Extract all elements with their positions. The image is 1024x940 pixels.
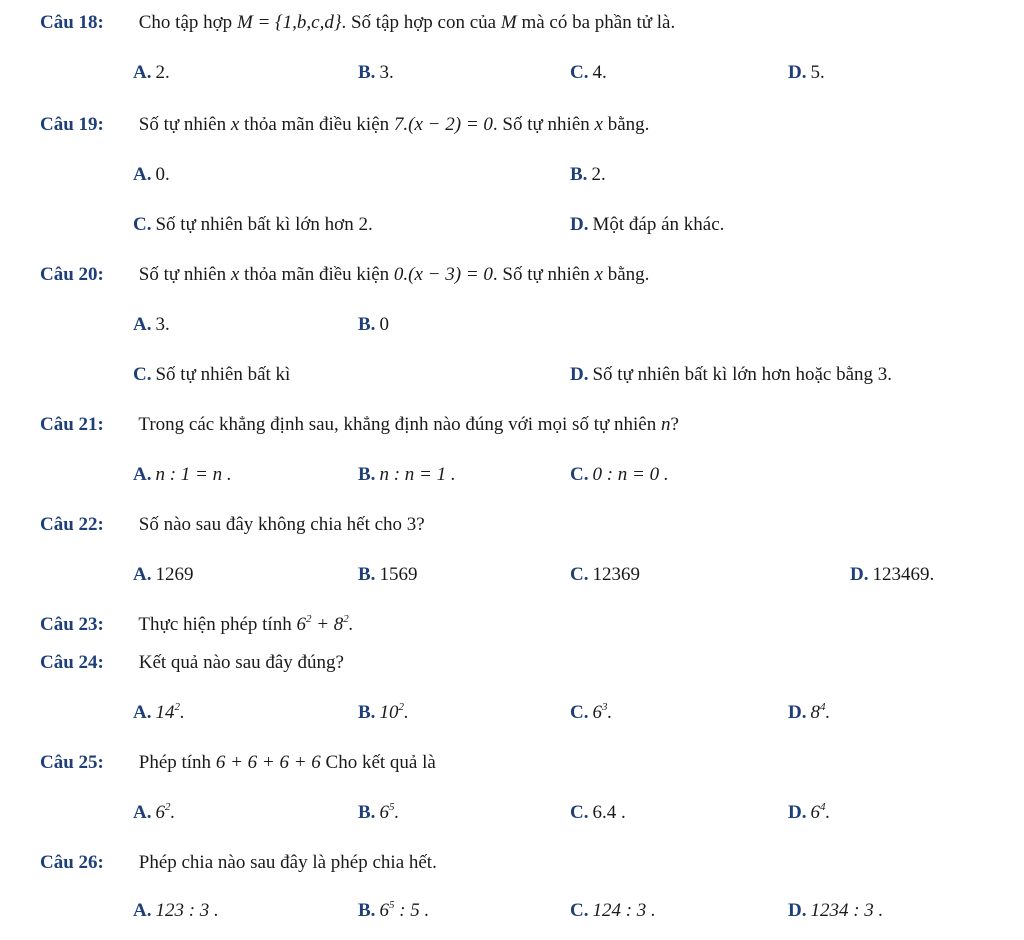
question-number: Câu 23: <box>40 614 104 635</box>
option-c[interactable]: C. Số tự nhiên bất kì lớn hơn 2. <box>133 214 373 235</box>
question-number: Câu 26: <box>40 852 104 873</box>
option-a[interactable]: A. $6^2$. <box>133 801 176 823</box>
option-d[interactable]: D. Số tự nhiên bất kì lớn hơn hoặc bằng 3. <box>570 364 893 385</box>
math-set: M = {1,b,c,d} <box>236 12 342 33</box>
option-b[interactable]: B. 1569 <box>358 564 418 585</box>
question-number: Câu 22: <box>40 514 104 535</box>
question-26: Câu 26: Phép chia nào sau đây là phép chia hết. <box>40 852 437 873</box>
option-d[interactable]: D. $6^4$. <box>788 801 831 823</box>
math-equation: 7.(x − 2) = 0 <box>393 114 493 135</box>
option-b[interactable]: B. n : n = 1 . <box>358 464 456 485</box>
math-expression: 6 + 6 + 6 + 6 <box>215 752 321 773</box>
option-b[interactable]: B. $6^5$. <box>358 801 400 823</box>
option-a[interactable]: A. n : 1 = n . <box>133 464 232 485</box>
option-c[interactable]: C. 0 : n = 0 . <box>570 464 669 485</box>
math-equation: 0.(x − 3) = 0 <box>393 264 493 285</box>
question-23: Câu 23: Thực hiện phép tính $6^2 + 8^2$. <box>40 613 354 635</box>
math-expression: $6^2 + 8^2$. <box>296 613 354 635</box>
option-d[interactable]: D. 1234 : 3 . <box>788 900 884 921</box>
option-a[interactable]: A. 1269 <box>133 564 194 585</box>
question-19: Câu 19: Số tự nhiên x thỏa mãn điều kiện 7.(x − 2) = 0. Số tự nhiên x bằng. <box>40 114 650 135</box>
option-a[interactable]: A. 3. <box>133 314 170 335</box>
option-c[interactable]: C. 6.4 . <box>570 802 626 823</box>
question-number: Câu 20: <box>40 264 104 285</box>
option-c[interactable]: C. $6^3$. <box>570 701 613 723</box>
option-a[interactable]: A. 123 : 3 . <box>133 900 219 921</box>
option-b[interactable]: B. 0 <box>358 314 389 335</box>
question-22: Câu 22: Số nào sau đây không chia hết cho 3? <box>40 514 425 535</box>
option-a[interactable]: A. 0. <box>133 164 170 185</box>
option-d[interactable]: D. 123469. <box>850 564 935 585</box>
question-number: Câu 24: <box>40 652 104 673</box>
question-21: Câu 21: Trong các khẳng định sau, khẳng định nào đúng với mọi số tự nhiên n? <box>40 414 679 435</box>
question-25: Câu 25: Phép tính 6 + 6 + 6 + 6 Cho kết quả là <box>40 752 436 773</box>
question-number: Câu 19: <box>40 114 104 135</box>
question-20: Câu 20: Số tự nhiên x thỏa mãn điều kiện 0.(x − 3) = 0. Số tự nhiên x bằng. <box>40 264 650 285</box>
option-c[interactable]: C. Số tự nhiên bất kì <box>133 364 291 385</box>
question-number: Câu 18: <box>40 12 104 33</box>
option-b[interactable]: B. 2. <box>570 164 606 185</box>
option-b[interactable]: B. $6^5$ : 5 . <box>358 899 430 921</box>
option-a[interactable]: A. 2. <box>133 62 170 83</box>
option-c[interactable]: C. 124 : 3 . <box>570 900 656 921</box>
question-24: Câu 24: Kết quả nào sau đây đúng? <box>40 652 344 673</box>
question-number: Câu 25: <box>40 752 104 773</box>
option-d[interactable]: D. Một đáp án khác. <box>570 214 725 235</box>
question-18: Câu 18: Cho tập hợp M = {1,b,c,d}. Số tập hợp con của M mà có ba phần tử là. <box>40 12 676 33</box>
question-number: Câu 21: <box>40 414 104 435</box>
option-d[interactable]: D. 5. <box>788 62 825 83</box>
option-c[interactable]: C. 12369 <box>570 564 640 585</box>
option-d[interactable]: D. $8^4$. <box>788 701 831 723</box>
option-b[interactable]: B. 3. <box>358 62 394 83</box>
option-a[interactable]: A. $14^2$. <box>133 701 185 723</box>
option-c[interactable]: C. 4. <box>570 62 607 83</box>
option-b[interactable]: B. $10^2$. <box>358 701 409 723</box>
